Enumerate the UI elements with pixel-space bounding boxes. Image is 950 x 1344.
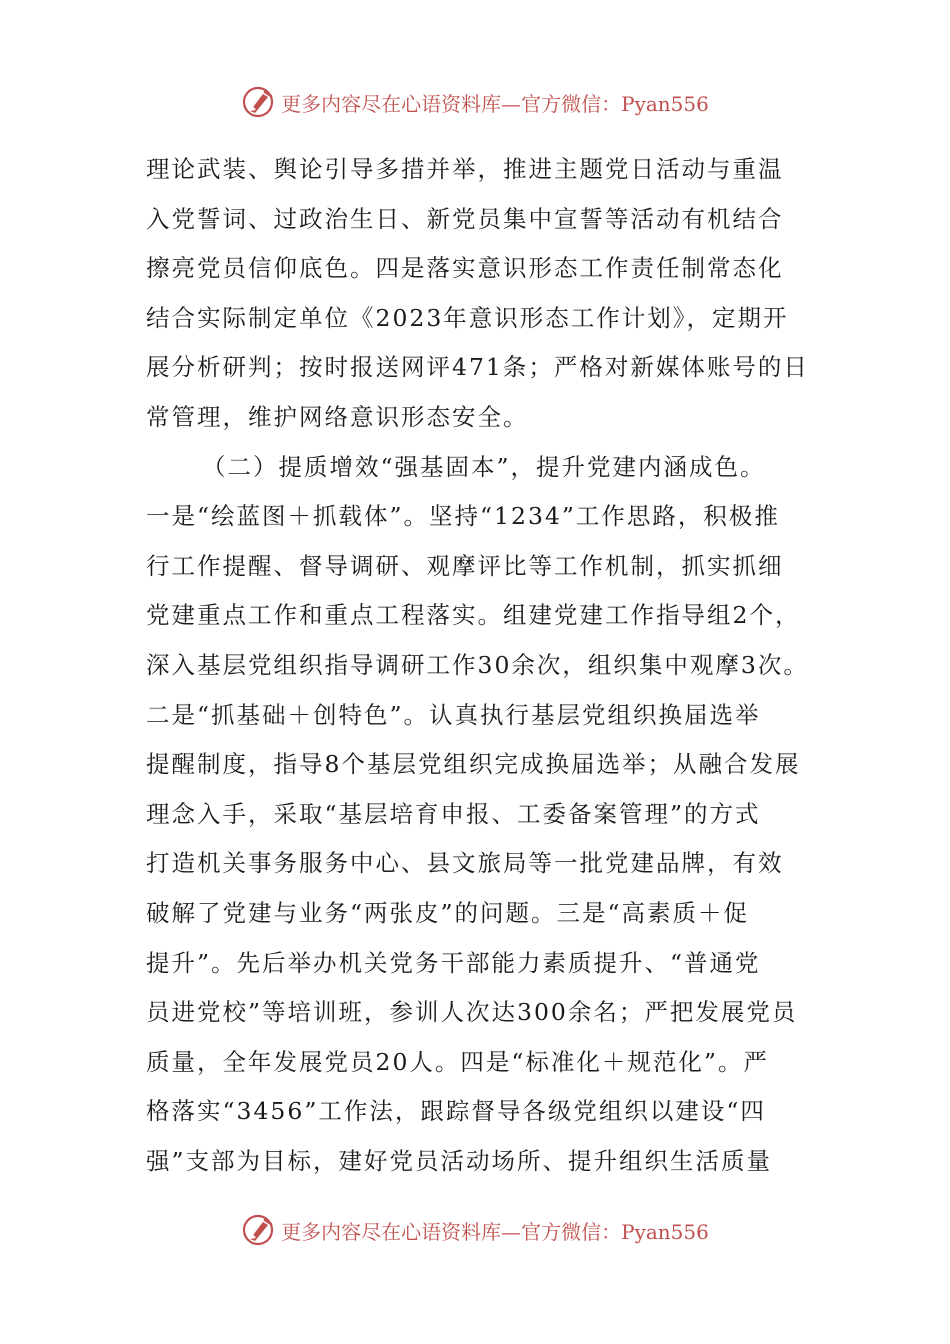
text-line: 结合实际制定单位《2023年意识形态工作计划》，定期开 (146, 303, 789, 332)
text-line: 二是“抓基础＋创特色”。认真执行基层党组织换届选举 (146, 700, 761, 729)
text-line: 打造机关事务服务中心、县文旅局等一批党建品牌，有效 (146, 849, 784, 878)
header-banner-text: 更多内容尽在心语资料库—官方微信：Pyan556 (281, 91, 709, 116)
text-line: 展分析研判；按时报送网评471条；严格对新媒体账号的日 (146, 353, 809, 382)
section-heading: （二）提质增效“强基固本”，提升党建内涵成色。 (202, 452, 766, 481)
text-line: 质量，全年发展党员20人。四是“标准化＋规范化”。严 (146, 1047, 769, 1076)
text-line: 一是“绘蓝图＋抓载体”。坚持“1234”工作思路，积极推 (146, 502, 780, 531)
pen-nib-logo-icon (241, 1212, 277, 1248)
text-line: 员进党校”等培训班，参训人次达300余名；严把发展党员 (146, 998, 798, 1027)
text-line: 理念入手，采取“基层培育申报、工委备案管理”的方式 (146, 799, 761, 828)
footer-banner (0, 1210, 950, 1250)
text-line: 行工作提醒、督导调研、观摩评比等工作机制，抓实抓细 (146, 551, 784, 580)
header-banner (0, 82, 950, 122)
text-line: 擦亮党员信仰底色。四是落实意识形态工作责任制常态化 (146, 254, 784, 283)
document-body (146, 145, 826, 1186)
text-line: 理论武装、舆论引导多措并举，推进主题党日活动与重温 (146, 155, 784, 183)
text-line: 破解了党建与业务“两张皮”的问题。三是“高素质＋促 (146, 898, 750, 927)
text-line: 格落实“3456”工作法，跟踪督导各级党组织以建设“四 (146, 1097, 766, 1126)
text-line: 党建重点工作和重点工程落实。组建党建工作指导组2个， (146, 601, 801, 630)
text-line: 入党誓词、过政治生日、新党员集中宣誓等活动有机结合 (146, 204, 784, 233)
text-line: 深入基层党组织指导调研工作30余次，组织集中观摩3次。 (146, 650, 809, 679)
pen-nib-logo-icon (241, 84, 277, 120)
text-line: 提升”。先后举办机关党务干部能力素质提升、“普通党 (146, 948, 761, 977)
text-line: 常管理，维护网络意识形态安全。 (146, 402, 529, 431)
text-line: 提醒制度，指导8个基层党组织完成换届选举；从融合发展 (146, 750, 801, 779)
text-line: 强”支部为目标，建好党员活动场所、提升组织生活质量 (146, 1146, 773, 1175)
footer-banner-text: 更多内容尽在心语资料库—官方微信：Pyan556 (281, 1219, 709, 1244)
